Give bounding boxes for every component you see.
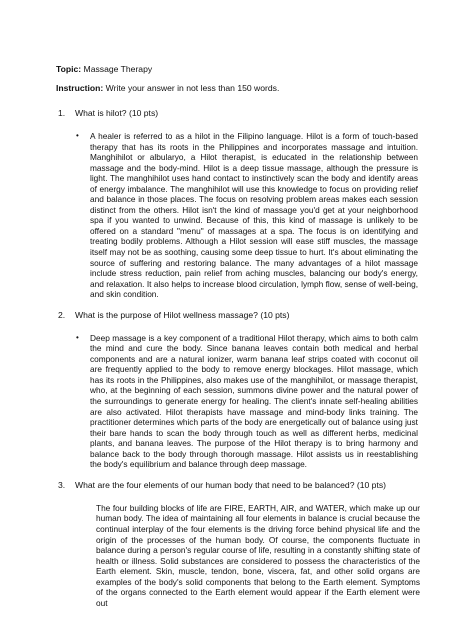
answer-text: Deep massage is a key component of a traditional Hilot therapy, which aims to both calm the mind and cure the body. Since banana leaves contain both medical and herbal components and are a natural ionizer, warm banana leaf strips coated with coconut oil are frequently applied to the body to remove energy blockages. Hilot massage, which has its roots in the Philippines, also makes use of the manghihilot, or massage therapist, who, at the beginning of each session, summons divine power and the natural power of the surroundings to generate energy for healing. The client's innate self-healing abilities are also activated. Hilot therapists have massage and mind-body links training. The practitioner determines which parts of the body are energetically out of balance using just their bare hands to scan the body through touch as well as different herbs, medicinal plants, and banana leaves. The purpose of the Hilot therapy is to bring harmony and balance back to the body through thorough massage. Hilot assists us in reestablishing the body's equilibrium and balance through deep massage. [90,332,418,470]
topic-value: Massage Therapy [83,64,153,74]
bullet-icon: • [76,332,79,342]
question-number: 1. [58,108,66,118]
question-text: What is hilot? (10 pts) [75,108,159,118]
answer-3-text: The four building blocks of life are FIRE, EARTH, AIR, and WATER, which make up our human body. The idea of maintaining all four elements in balance is crucial because the continual interplay of the four elements is the driving force behind physical life and the origin of the processes of the human body. Of course, the components fluctuate in balance during a person's regular course of life, resulting in a constantly shifting state of health or illness. Solid substances are considered to possess the characteristics of the Earth element. Skin, muscle, tendon, bone, viscera, fat, and other solid organs are examples of the body's solid components that belong to the Earth element. Symptoms of the organs connected to the Earth element would appear if the Earth element were out [96,502,420,608]
topic-line [56,64,418,75]
question-text: What is the purpose of Hilot wellness massage? (10 pts) [75,309,290,320]
question-2 [58,310,418,321]
question-1 [58,108,418,119]
instruction-label: Instruction: [56,83,104,93]
answer-text: A healer is referred to as a hilot in the Filipino language. Hilot is a form of touch-based therapy that has its roots in the Philippines and incorporates massage and intuition. Manghihilot or albularyo, a Hilot therapist, is educated in the relationship between massage and the body-mind. Hilot is a deep tissue massage, although the pressure is light. The manghihilot uses hand contact to instinctively scan the body and identify areas of energy imbalance. The manghihilot will use this knowledge to focus on providing relief and balance in those places. The focus on resolving problem areas makes each session distinct from the others. Hilot isn't the kind of massage you'd get at your neighborhood spa if you wanted to unwind. Because of this, this kind of massage is unlikely to be offered on a standard "menu" of massages at a spa. The focus is on identifying and treating bodily problems. Although a Hilot session will ease stiff muscles, the massage itself may not be as soothing, causing some deep tissue to hurt. It's about eliminating the source of suffering and restoring balance. The many advantages of a hilot massage include stress reduction, pain relief from aching muscles, balancing our body's energy, and relaxation. It also helps to increase blood circulation, lymph flow, sense of well-being, and skin condition. [90,131,418,300]
question-number: 3. [58,479,66,490]
answer-2 [68,333,418,470]
topic-label: Topic: [56,64,82,74]
question-text: What are the four elements of our human body that need to be balanced? (10 pts) [75,479,387,490]
bullet-icon: • [76,131,79,140]
question-3 [58,480,418,491]
instruction-line [56,83,418,94]
answer-1 [68,131,418,300]
instruction-value: Write your answer in not less than 150 words. [105,83,280,93]
question-number: 2. [58,309,66,320]
